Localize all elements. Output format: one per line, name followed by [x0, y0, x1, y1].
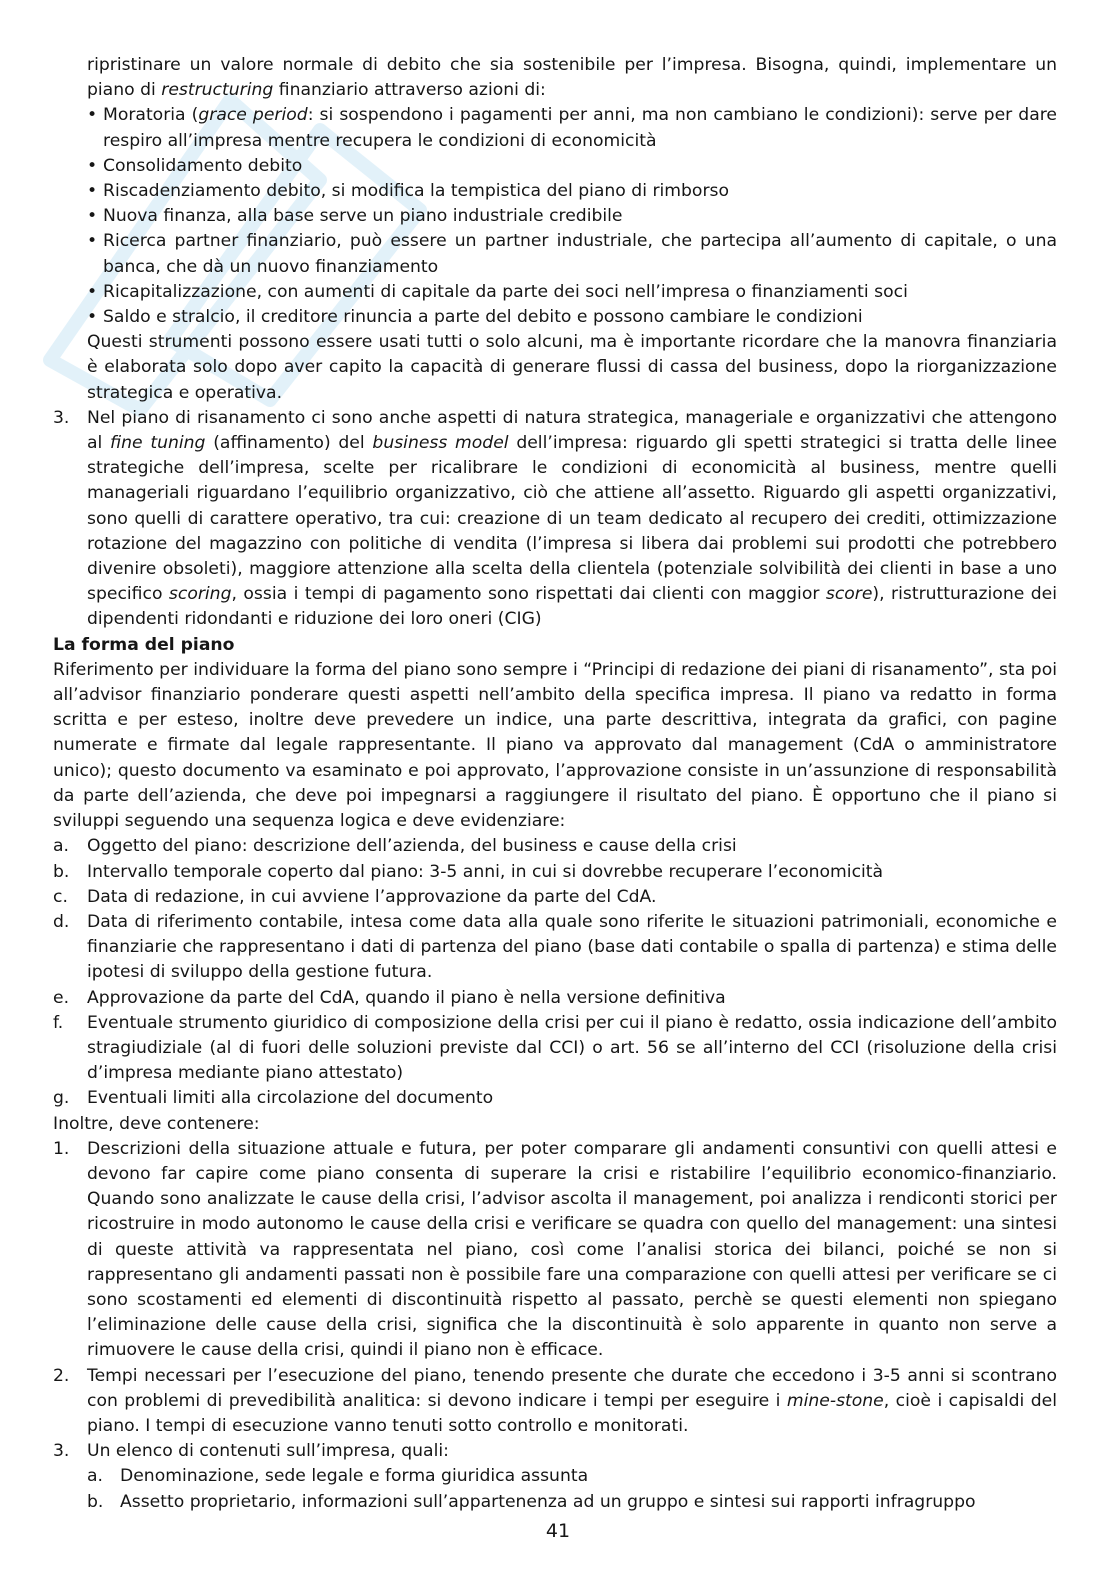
- letter-item: b. Intervallo temporale coperto dal piano: 3-5 anni, in cui si dovrebbe recuperare l’economicità: [53, 861, 884, 882]
- inoltre-line: Inoltre, deve contenere:: [53, 1113, 260, 1134]
- section-heading: La forma del piano: [53, 634, 235, 655]
- page-number: 41: [545, 1520, 571, 1542]
- bullet-item: • Consolidamento debito: [87, 155, 303, 176]
- document-page: [53, 53, 1057, 1515]
- numbered-item-2: 2. Tempi necessari per l’esecuzione del piano, tenendo presente che durate che eccedono i 3-5 anni si scontrano con problemi di prevedibilità analitica: si devono indicare i tempi per eseguire i mine-stone, cioè i capisaldi del piano. I tempi di esecuzione vanno tenuti sotto controllo e monitorati.: [53, 1365, 1057, 1436]
- sub-item: b. Assetto proprietario, informazioni sull’appartenenza ad un gruppo e sintesi sui rapporti infragruppo: [87, 1491, 976, 1512]
- letter-item: a. Oggetto del piano: descrizione dell’azienda, del business e cause della crisi: [53, 836, 737, 857]
- bullet-item: • Saldo e stralcio, il creditore rinuncia a parte del debito e possono cambiare le condizioni: [87, 307, 863, 328]
- section-paragraph: Riferimento per individuare la forma del piano sono sempre i “Principi di redazione dei piani di risanamento”, sta poi all’advisor finanziario ponderare questi aspetti nell’ambito della specifica impresa. Il piano va redatto in forma scritta e per esteso, inoltre deve prevedere un indice, una parte descrittiva, integrata da grafici, con pagine numerate e firmate dal legale rappresentante. Il piano va approvato dal management (CdA o amministratore unico); questo documento va esaminato e poi approvato, l’approvazione consiste in un’assunzione di responsabilità da parte dell’azienda, che deve poi impegnarsi a raggiungere il risultato del piano. È opportuno che il piano si sviluppi seguendo una sequenza logica e deve evidenziare:: [53, 659, 1057, 832]
- bullet-item: • Ricapitalizzazione, con aumenti di capitale da parte dei soci nell’impresa o finanziamenti soci: [87, 281, 908, 302]
- letter-item: g. Eventuali limiti alla circolazione del documento: [53, 1088, 494, 1109]
- bullet-item: • Ricerca partner finanziario, può essere un partner industriale, che partecipa all’aumento di capitale, o una banca, che dà un nuovo finanziamento: [87, 231, 1057, 277]
- intro-paragraph: ripristinare un valore normale di debito che sia sostenibile per l’impresa. Bisogna, quindi, implementare un piano di restructuring finanziario attraverso azioni di:: [87, 55, 1057, 101]
- bullet-item: • Riscadenziamento debito, si modifica la tempistica del piano di rimborso: [87, 181, 729, 202]
- numbered-item-3b: 3. Un elenco di contenuti sull’impresa, quali:: [53, 1441, 449, 1462]
- letter-item: f. Eventuale strumento giuridico di composizione della crisi per cui il piano è redatto, ossia indicazione dell’ambito stragiudiziale (al di fuori delle soluzioni previste dal CCI) o art. 56 se all’interno del CCI (risoluzione della crisi d’impresa mediante piano attestato): [53, 1012, 1057, 1084]
- numbered-item-1: 1. Descrizioni della situazione attuale e futura, per poter comparare gli andamenti consuntivi con quelli attesi e devono far capire come piano consenta di superare la crisi e ristabilire l’equilibrio economico-finanziario. Quando sono analizzate le cause della crisi, l’advisor ascolta il management, poi analizza i rendiconti storici per ricostruire in modo autonomo le cause della crisi e verificare se quadra con quello del management: una sintesi di queste attività va rappresentata nel piano, così come l’analisi storica dei bilanci, poiché se non si rappresentano gli andamenti passati non è possibile fare una comparazione con quelli attesi per verificare se ci sono scostamenti ed elementi di discontinuità rispetto al passato, perchè se questi elementi non spiegano l’eliminazione delle cause della crisi, significa che la discontinuità è solo apparente in quanto non serve a rimuovere le cause della crisi, quindi il piano non è efficace.: [53, 1138, 1057, 1361]
- numbered-item-3: 3. Nel piano di risanamento ci sono anche aspetti di natura strategica, manageriale e organizzativi che attengono al fine tuning (affinamento) del business model dell’impresa: riguardo gli spetti strategici si tratta delle linee strategiche dell’impresa, scelte per ricalibrare le condizioni di economicità al business, mentre quelli manageriali riguardano l’equilibrio organizzativo, ciò che attiene all’assetto. Riguardo gli aspetti organizzativi, sono quelli di carattere operativo, tra cui: creazione di un team dedicato al recupero dei crediti, ottimizzazione rotazione del magazzino con politiche di vendita (l’impresa si libera dai problemi sui prodotti che potrebbero divenire obsoleti), maggiore attenzione alla scelta della clientela (potenziale solvibilità dei clienti in base a uno specifico scoring, ossia i tempi di pagamento sono rispettati dai clienti con maggior score), ristrutturazione dei dipendenti ridondanti e riduzione dei loro oneri (CIG): [53, 407, 1057, 630]
- letter-item: d. Data di riferimento contabile, intesa come data alla quale sono riferite le situazioni patrimoniali, economiche e finanziarie che rappresentano i dati di partenza del piano (base dati contabile o spalla di partenza) e stima delle ipotesi di sviluppo della gestione futura.: [53, 911, 1057, 983]
- letter-item: e. Approvazione da parte del CdA, quando il piano è nella versione definitiva: [53, 987, 726, 1008]
- after-bullets-paragraph: Questi strumenti possono essere usati tutti o solo alcuni, ma è importante ricordare che la manovra finanziaria è elaborata solo dopo aver capito la capacità di generare flussi di cassa del business, dopo la riorganizzazione strategica e operativa.: [87, 332, 1057, 403]
- sub-item: a. Denominazione, sede legale e forma giuridica assunta: [87, 1466, 589, 1487]
- bullet-item: • Nuova finanza, alla base serve un piano industriale credibile: [87, 206, 623, 227]
- letter-item: c. Data di redazione, in cui avviene l’approvazione da parte del CdA.: [53, 886, 657, 907]
- bullet-item: • Moratoria (grace period: si sospendono i pagamenti per anni, ma non cambiano le condizioni): serve per dare respiro all’impresa mentre recupera le condizioni di economicità: [87, 105, 1057, 151]
